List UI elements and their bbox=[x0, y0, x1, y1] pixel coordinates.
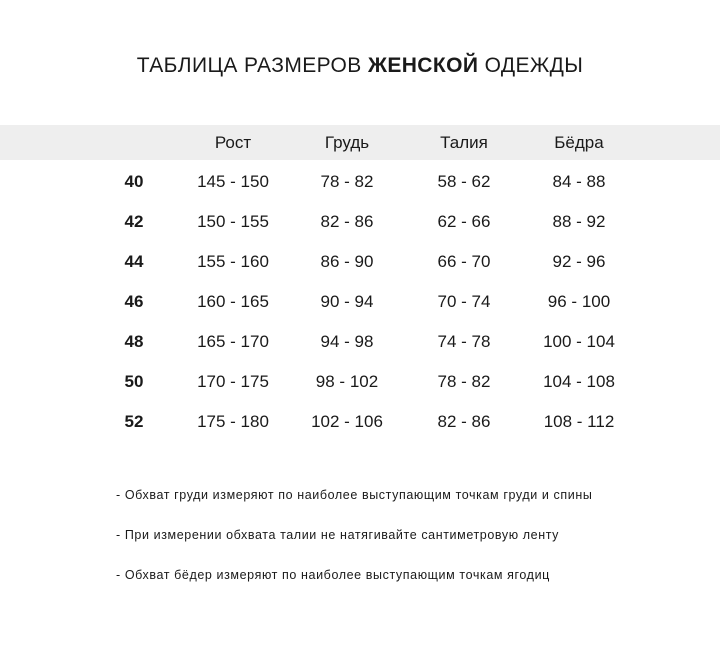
title-bold-word: ЖЕНСКОЙ bbox=[367, 54, 479, 77]
column-header-waist: Талия bbox=[440, 133, 488, 152]
size-label: 44 bbox=[124, 252, 144, 271]
table-cell-chest: 90 - 94 bbox=[320, 292, 374, 311]
note-waist: - При измерении обхвата талии не натягивайте сантиметровую ленту bbox=[116, 528, 560, 542]
column-header-hips: Бёдра bbox=[554, 133, 604, 152]
size-label: 42 bbox=[124, 212, 144, 231]
table-cell-hips: 96 - 100 bbox=[547, 292, 611, 311]
table-cell-waist: 78 - 82 bbox=[437, 372, 491, 391]
table-cell-height: 165 - 170 bbox=[197, 332, 269, 351]
size-label: 48 bbox=[124, 332, 144, 351]
table-cell-chest: 94 - 98 bbox=[320, 332, 374, 351]
size-label: 52 bbox=[124, 412, 144, 431]
table-cell-waist: 66 - 70 bbox=[437, 252, 491, 271]
title-prefix: ТАБЛИЦА РАЗМЕРОВ bbox=[136, 54, 362, 77]
table-cell-waist: 74 - 78 bbox=[437, 332, 491, 351]
size-label: 46 bbox=[124, 292, 144, 311]
table-cell-height: 160 - 165 bbox=[197, 292, 269, 311]
page-title bbox=[0, 54, 720, 78]
size-label: 40 bbox=[124, 172, 144, 191]
table-cell-height: 150 - 155 bbox=[197, 212, 269, 231]
note-chest: - Обхват груди измеряют по наиболее выступающим точкам груди и спины bbox=[116, 488, 593, 502]
table-cell-hips: 84 - 88 bbox=[552, 172, 606, 191]
table-cell-height: 155 - 160 bbox=[197, 252, 269, 271]
title-suffix: ОДЕЖДЫ bbox=[484, 54, 584, 77]
table-cell-hips: 108 - 112 bbox=[543, 412, 615, 431]
table-cell-waist: 70 - 74 bbox=[437, 292, 491, 311]
table-cell-waist: 62 - 66 bbox=[437, 212, 491, 231]
table-cell-chest: 102 - 106 bbox=[311, 412, 383, 431]
table-cell-height: 170 - 175 bbox=[197, 372, 269, 391]
table-cell-hips: 104 - 108 bbox=[543, 372, 615, 391]
table-cell-height: 175 - 180 bbox=[197, 412, 269, 431]
table-cell-hips: 92 - 96 bbox=[552, 252, 606, 271]
table-cell-waist: 58 - 62 bbox=[437, 172, 491, 191]
table-cell-waist: 82 - 86 bbox=[437, 412, 491, 431]
table-cell-chest: 78 - 82 bbox=[320, 172, 374, 191]
table-cell-hips: 100 - 104 bbox=[543, 332, 615, 351]
table-cell-chest: 86 - 90 bbox=[320, 252, 374, 271]
column-header-chest: Грудь bbox=[324, 133, 370, 152]
table-cell-height: 145 - 150 bbox=[197, 172, 269, 191]
size-label: 50 bbox=[124, 372, 144, 391]
measurement-notes bbox=[116, 487, 592, 607]
note-hips: - Обхват бёдер измеряют по наиболее выступающим точкам ягодиц bbox=[116, 568, 550, 582]
table-cell-hips: 88 - 92 bbox=[552, 212, 606, 231]
table-cell-chest: 98 - 102 bbox=[315, 372, 379, 391]
table-cell-chest: 82 - 86 bbox=[320, 212, 374, 231]
column-header-height: Рост bbox=[214, 133, 252, 152]
